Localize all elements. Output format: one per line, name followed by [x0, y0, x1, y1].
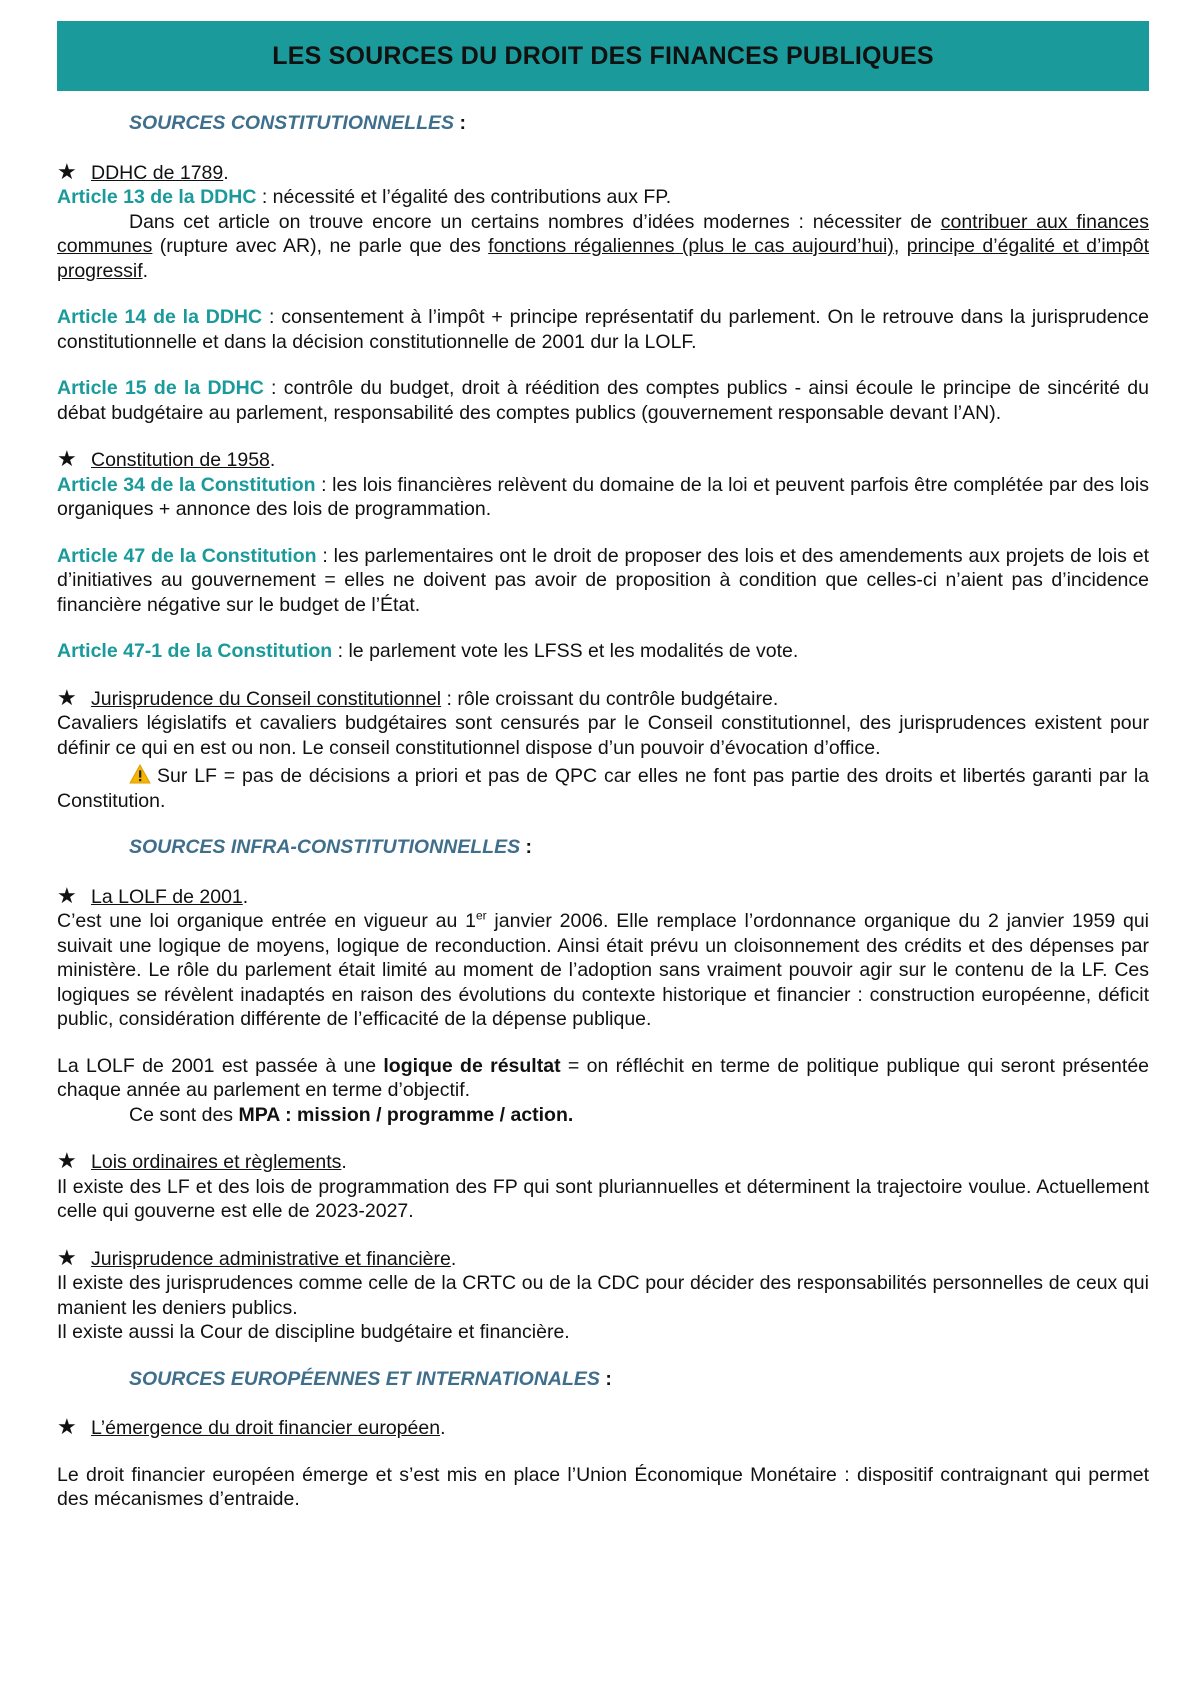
jurisprudence-admin-paragraph-2: Il existe aussi la Cour de discipline budgétaire et financière. — [57, 1321, 570, 1343]
jurisprudence-admin-paragraph-1: Il existe des jurisprudences comme celle de la CRTC ou de la CDC pour décider des responsabilités personnelles de ceux qui manient les deniers publics. — [57, 1272, 1149, 1319]
star-icon: ★ — [57, 882, 77, 908]
article-14-label: Article 14 de la DDHC — [57, 306, 263, 328]
article-15-text: : contrôle du budget, droit à réédition des comptes publics - ainsi écoule le principe de sincérité du débat budgétaire au parlement, responsabilité des comptes publics (gouvernement responsable devant l’AN). — [57, 377, 1149, 424]
article-47-1-paragraph — [57, 639, 1149, 664]
article-47-text: : les parlementaires ont le droit de proposer des lois et des amendements aux projets de lois et d’initiatives au gouvernement = elles ne doivent pas avoir de proposition à condition que celles-ci n’aient pas d’incidence financière négative sur le budget de l’État. — [57, 544, 1149, 616]
document-page — [57, 21, 1149, 1512]
text-run: janvier 2006. Elle remplace l’ordonnance organique du 2 janvier 1959 qui suivait une logique de moyens, logique de reconduction. Ainsi était prévu un cloisonnement des crédits et des dépenses par ministère. Le rôle du parlement était limité au moment de l’adoption sans vraiment pouvoir agir sur le contenu de la LF. Ces logiques se révèlent inadaptés en raison des évolutions du contexte historique et financier : construction européenne, déficit public, considération différente de l’efficacité de la dépense publique. — [57, 910, 1150, 1030]
article-14-paragraph — [57, 305, 1149, 354]
star-icon: ★ — [57, 1244, 77, 1270]
constitution-heading-text: Constitution de 1958 — [91, 449, 270, 471]
article-13-text: : nécessité et l’égalité des contributions aux FP. — [256, 186, 672, 208]
section-title: SOURCES EUROPÉENNES ET INTERNATIONALES — [129, 1367, 600, 1390]
warning-icon — [129, 764, 151, 784]
jurisprudence-admin-heading-text: Jurisprudence administrative et financière — [91, 1247, 451, 1270]
lolf-heading-text: La LOLF de 2001 — [91, 885, 243, 908]
section-colon: : — [454, 112, 466, 134]
section-heading-constitutionnelles — [57, 111, 1149, 136]
article-14-text: : consentement à l’impôt + principe représentatif du parlement. On le retrouve dans la jurisprudence constitutionnelle et dans la décision constitutionnelle de 2001 dur la LOLF. — [57, 306, 1149, 353]
lolf-paragraph-1 — [57, 909, 1149, 1032]
section-title: SOURCES INFRA-CONSTITUTIONNELLES — [129, 836, 521, 858]
conseil-heading-text: Jurisprudence du Conseil constitutionnel — [91, 687, 442, 710]
bold-run: MPA : mission / programme / action. — [238, 1103, 574, 1126]
lolf-paragraph-3 — [57, 1103, 1149, 1128]
conseil-paragraph: Cavaliers législatifs et cavaliers budgétaires sont censurés par le Conseil constitutionnel, des jurisprudences existent pour définir ce qui en est ou non. Le conseil constitutionnel dispose d’un pouvoir d’évocation d’office. — [57, 712, 1149, 759]
lois-heading: ★ Lois ordinaires et règlements. — [57, 1148, 347, 1173]
article-34-label: Article 34 de la Constitution — [57, 473, 316, 496]
ddhc-heading-text: DDHC de 1789 — [91, 161, 224, 184]
star-icon: ★ — [57, 1414, 77, 1439]
section-heading-infra — [57, 835, 1149, 860]
jurisprudence-admin-heading: ★ Jurisprudence administrative et financière. — [57, 1244, 457, 1270]
text-run: (rupture avec AR), ne parle que des — [152, 235, 489, 257]
page-title: LES SOURCES DU DROIT DES FINANCES PUBLIQUES — [272, 41, 934, 70]
article-34-text: : les lois financières relèvent du domaine de la loi et peuvent parfois être complétée par des lois organiques + annonce des lois de programmation. — [57, 473, 1149, 520]
article-13-line — [57, 185, 1149, 210]
article-47-1-text: : le parlement vote les LFSS et les modalités de vote. — [332, 640, 799, 662]
lolf-paragraph-2 — [57, 1054, 1149, 1103]
superscript: er — [475, 908, 487, 923]
underlined-run: fonctions régaliennes (plus le cas aujourd’hui) — [488, 235, 894, 257]
europe-heading-text: L’émergence du droit financier européen — [91, 1417, 441, 1439]
text-run: = on réfléchit en terme de politique publique qui seront présentée chaque année au parlement en terme d’objectif. — [57, 1054, 1150, 1101]
underlined-run: principe d’égalité et d’impôt progressif — [57, 235, 1150, 282]
article-13-paragraph: Dans cet article on trouve encore un certains nombres d’idées modernes : nécessiter de contribuer aux finances communes (rupture avec AR), ne parle que des fonctions régaliennes (plus le cas aujourd’hui), principe d’égalité et d’impôt progressif. — [57, 210, 1150, 282]
article-47-1-label: Article 47-1 de la Constitution — [57, 640, 333, 662]
star-icon: ★ — [57, 446, 77, 471]
lois-paragraph: Il existe des LF et des lois de programmation des FP qui sont pluriannuelles et déterminent la trajectoire voulue. Actuellement celle qui gouverne est elle de 2023-2027. — [57, 1175, 1149, 1222]
section-colon: : — [520, 836, 533, 858]
lois-heading-text: Lois ordinaires et règlements — [91, 1151, 342, 1173]
article-47-label: Article 47 de la Constitution — [57, 544, 317, 567]
conseil-heading-tail: : rôle croissant du contrôle budgétaire. — [441, 687, 779, 710]
text-run: Ce sont des — [129, 1103, 239, 1126]
title-banner — [57, 21, 1149, 91]
europe-paragraph: Le droit financier européen émerge et s’est mis en place l’Union Économique Monétaire : dispositif contraignant qui permet des mécanismes d’entraide. — [57, 1463, 1149, 1510]
warning-text: Sur LF = pas de décisions a priori et pas de QPC car elles ne font pas partie des droits et libertés garanti par la Constitution. — [57, 765, 1149, 812]
conseil-heading — [57, 686, 1149, 712]
warning-paragraph — [57, 764, 1149, 813]
underlined-run: contribuer aux finances communes — [57, 210, 1149, 257]
lolf-heading: ★ La LOLF de 2001. — [57, 882, 249, 908]
ddhc-heading: ★ DDHC de 1789. — [57, 158, 229, 184]
constitution-heading: ★ Constitution de 1958. — [57, 446, 276, 471]
europe-heading: ★ L’émergence du droit financier européen. — [57, 1414, 446, 1439]
section-colon: : — [599, 1367, 612, 1390]
text-run: La LOLF de 2001 est passée à une — [57, 1054, 384, 1077]
star-icon: ★ — [57, 684, 77, 710]
text-run: C’est une loi organique entrée en vigueur au 1 — [57, 910, 476, 932]
article-34-paragraph — [57, 473, 1149, 522]
article-47-paragraph — [57, 544, 1149, 618]
section-heading-europeennes — [57, 1367, 1149, 1392]
star-icon: ★ — [57, 1148, 77, 1173]
article-15-label: Article 15 de la DDHC — [57, 377, 264, 399]
article-13-label: Article 13 de la DDHC — [57, 186, 257, 208]
text-run: , — [893, 235, 907, 257]
star-icon: ★ — [57, 158, 77, 184]
text-run: Dans cet article on trouve encore un certains nombres d’idées modernes : nécessiter de — [129, 210, 941, 233]
section-title: SOURCES CONSTITUTIONNELLES — [129, 112, 455, 134]
document-body — [57, 111, 1149, 1512]
article-15-paragraph — [57, 376, 1149, 425]
bold-run: logique de résultat — [383, 1054, 561, 1077]
